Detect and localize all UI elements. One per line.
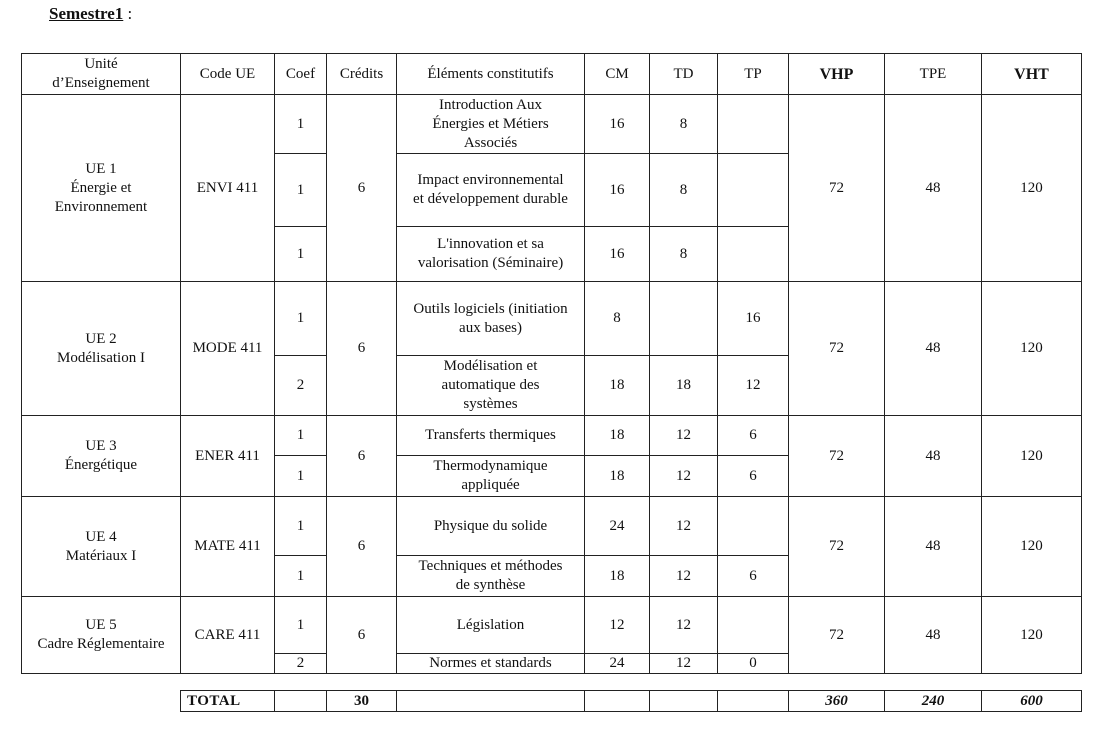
element-coef: 1: [275, 95, 327, 154]
element-cm: 16: [585, 95, 650, 154]
element-td: [650, 282, 718, 356]
total-credits: 30: [327, 691, 397, 712]
table-row: [22, 597, 1082, 654]
element-cm: 16: [585, 154, 650, 227]
total-vht: 600: [982, 691, 1082, 712]
unit-code: MATE 411: [181, 497, 275, 597]
total-table: [180, 690, 1082, 712]
unit-name: UE 1 Énergie et Environnement: [22, 95, 181, 282]
element-name: Modélisation et automatique des systèmes: [397, 356, 585, 416]
element-cm: 18: [585, 356, 650, 416]
unit-vht: 120: [982, 597, 1082, 674]
unit-name: UE 5 Cadre Réglementaire: [22, 597, 181, 674]
element-tp: 0: [718, 654, 789, 674]
element-tp: 6: [718, 416, 789, 456]
unit-name: UE 2 Modélisation I: [22, 282, 181, 416]
header-cm: CM: [585, 54, 650, 95]
element-td: 12: [650, 416, 718, 456]
table-row: [22, 416, 1082, 456]
unit-tpe: 48: [885, 282, 982, 416]
header-elements: Éléments constitutifs: [397, 54, 585, 95]
element-cm: 18: [585, 416, 650, 456]
element-tp: 12: [718, 356, 789, 416]
element-name: Transferts thermiques: [397, 416, 585, 456]
element-td: 8: [650, 95, 718, 154]
header-vhp: VHP: [789, 54, 885, 95]
unit-tpe: 48: [885, 95, 982, 282]
header-coef: Coef: [275, 54, 327, 95]
unit-credits: 6: [327, 95, 397, 282]
semester-title: Semestre1: [49, 4, 124, 23]
element-td: 8: [650, 154, 718, 227]
element-name: Introduction Aux Énergies et Métiers Associés: [397, 95, 585, 154]
unit-code: MODE 411: [181, 282, 275, 416]
total-vhp: 360: [789, 691, 885, 712]
total-tp: [718, 691, 789, 712]
element-td: 12: [650, 456, 718, 497]
element-td: 12: [650, 556, 718, 597]
element-td: 18: [650, 356, 718, 416]
table-row: [22, 282, 1082, 356]
element-coef: 1: [275, 597, 327, 654]
unit-code: CARE 411: [181, 597, 275, 674]
unit-name: UE 3 Énergétique: [22, 416, 181, 497]
element-cm: 24: [585, 497, 650, 556]
header-unite: Unité d’Enseignement: [22, 54, 181, 95]
element-name: Législation: [397, 597, 585, 654]
semester-heading: [49, 4, 132, 24]
unit-credits: 6: [327, 416, 397, 497]
header-tpe: TPE: [885, 54, 982, 95]
element-tp: [718, 227, 789, 282]
element-tp: 16: [718, 282, 789, 356]
header-credits: Crédits: [327, 54, 397, 95]
header-td: TD: [650, 54, 718, 95]
table-row: [22, 95, 1082, 154]
unit-tpe: 48: [885, 497, 982, 597]
element-name: Outils logiciels (initiation aux bases): [397, 282, 585, 356]
element-tp: 6: [718, 456, 789, 497]
unit-code: ENER 411: [181, 416, 275, 497]
element-cm: 18: [585, 556, 650, 597]
unit-credits: 6: [327, 597, 397, 674]
element-coef: 1: [275, 556, 327, 597]
total-elements: [397, 691, 585, 712]
total-row: [181, 691, 1082, 712]
element-coef: 1: [275, 416, 327, 456]
element-tp: 6: [718, 556, 789, 597]
unit-name: UE 4 Matériaux I: [22, 497, 181, 597]
unit-tpe: 48: [885, 416, 982, 497]
element-coef: 2: [275, 654, 327, 674]
unit-vht: 120: [982, 282, 1082, 416]
element-coef: 1: [275, 154, 327, 227]
element-tp: [718, 154, 789, 227]
element-td: 12: [650, 497, 718, 556]
total-cm: [585, 691, 650, 712]
element-name: Physique du solide: [397, 497, 585, 556]
element-coef: 1: [275, 497, 327, 556]
unit-vhp: 72: [789, 416, 885, 497]
element-name: Thermodynamique appliquée: [397, 456, 585, 497]
table-header-row: [22, 54, 1082, 95]
header-vht: VHT: [982, 54, 1082, 95]
header-tp: TP: [718, 54, 789, 95]
unit-vhp: 72: [789, 597, 885, 674]
element-coef: 1: [275, 456, 327, 497]
element-coef: 1: [275, 282, 327, 356]
element-name: Normes et standards: [397, 654, 585, 674]
total-tpe: 240: [885, 691, 982, 712]
total-coef: [275, 691, 327, 712]
total-td: [650, 691, 718, 712]
element-tp: [718, 597, 789, 654]
unit-vhp: 72: [789, 282, 885, 416]
element-td: 12: [650, 654, 718, 674]
element-cm: 24: [585, 654, 650, 674]
unit-tpe: 48: [885, 597, 982, 674]
element-coef: 2: [275, 356, 327, 416]
element-td: 12: [650, 597, 718, 654]
element-tp: [718, 95, 789, 154]
unit-credits: 6: [327, 497, 397, 597]
total-label: TOTAL: [181, 691, 275, 712]
element-name: Impact environnemental et développement durable: [397, 154, 585, 227]
element-cm: 12: [585, 597, 650, 654]
element-tp: [718, 497, 789, 556]
semester-title-suffix: :: [123, 4, 133, 23]
element-cm: 16: [585, 227, 650, 282]
table-row: [22, 497, 1082, 556]
header-code: Code UE: [181, 54, 275, 95]
curriculum-table: [21, 53, 1082, 674]
element-td: 8: [650, 227, 718, 282]
element-cm: 18: [585, 456, 650, 497]
element-coef: 1: [275, 227, 327, 282]
unit-vht: 120: [982, 95, 1082, 282]
unit-code: ENVI 411: [181, 95, 275, 282]
unit-vhp: 72: [789, 95, 885, 282]
unit-credits: 6: [327, 282, 397, 416]
element-cm: 8: [585, 282, 650, 356]
element-name: Techniques et méthodes de synthèse: [397, 556, 585, 597]
unit-vhp: 72: [789, 497, 885, 597]
element-name: L'innovation et sa valorisation (Séminaire): [397, 227, 585, 282]
unit-vht: 120: [982, 497, 1082, 597]
unit-vht: 120: [982, 416, 1082, 497]
